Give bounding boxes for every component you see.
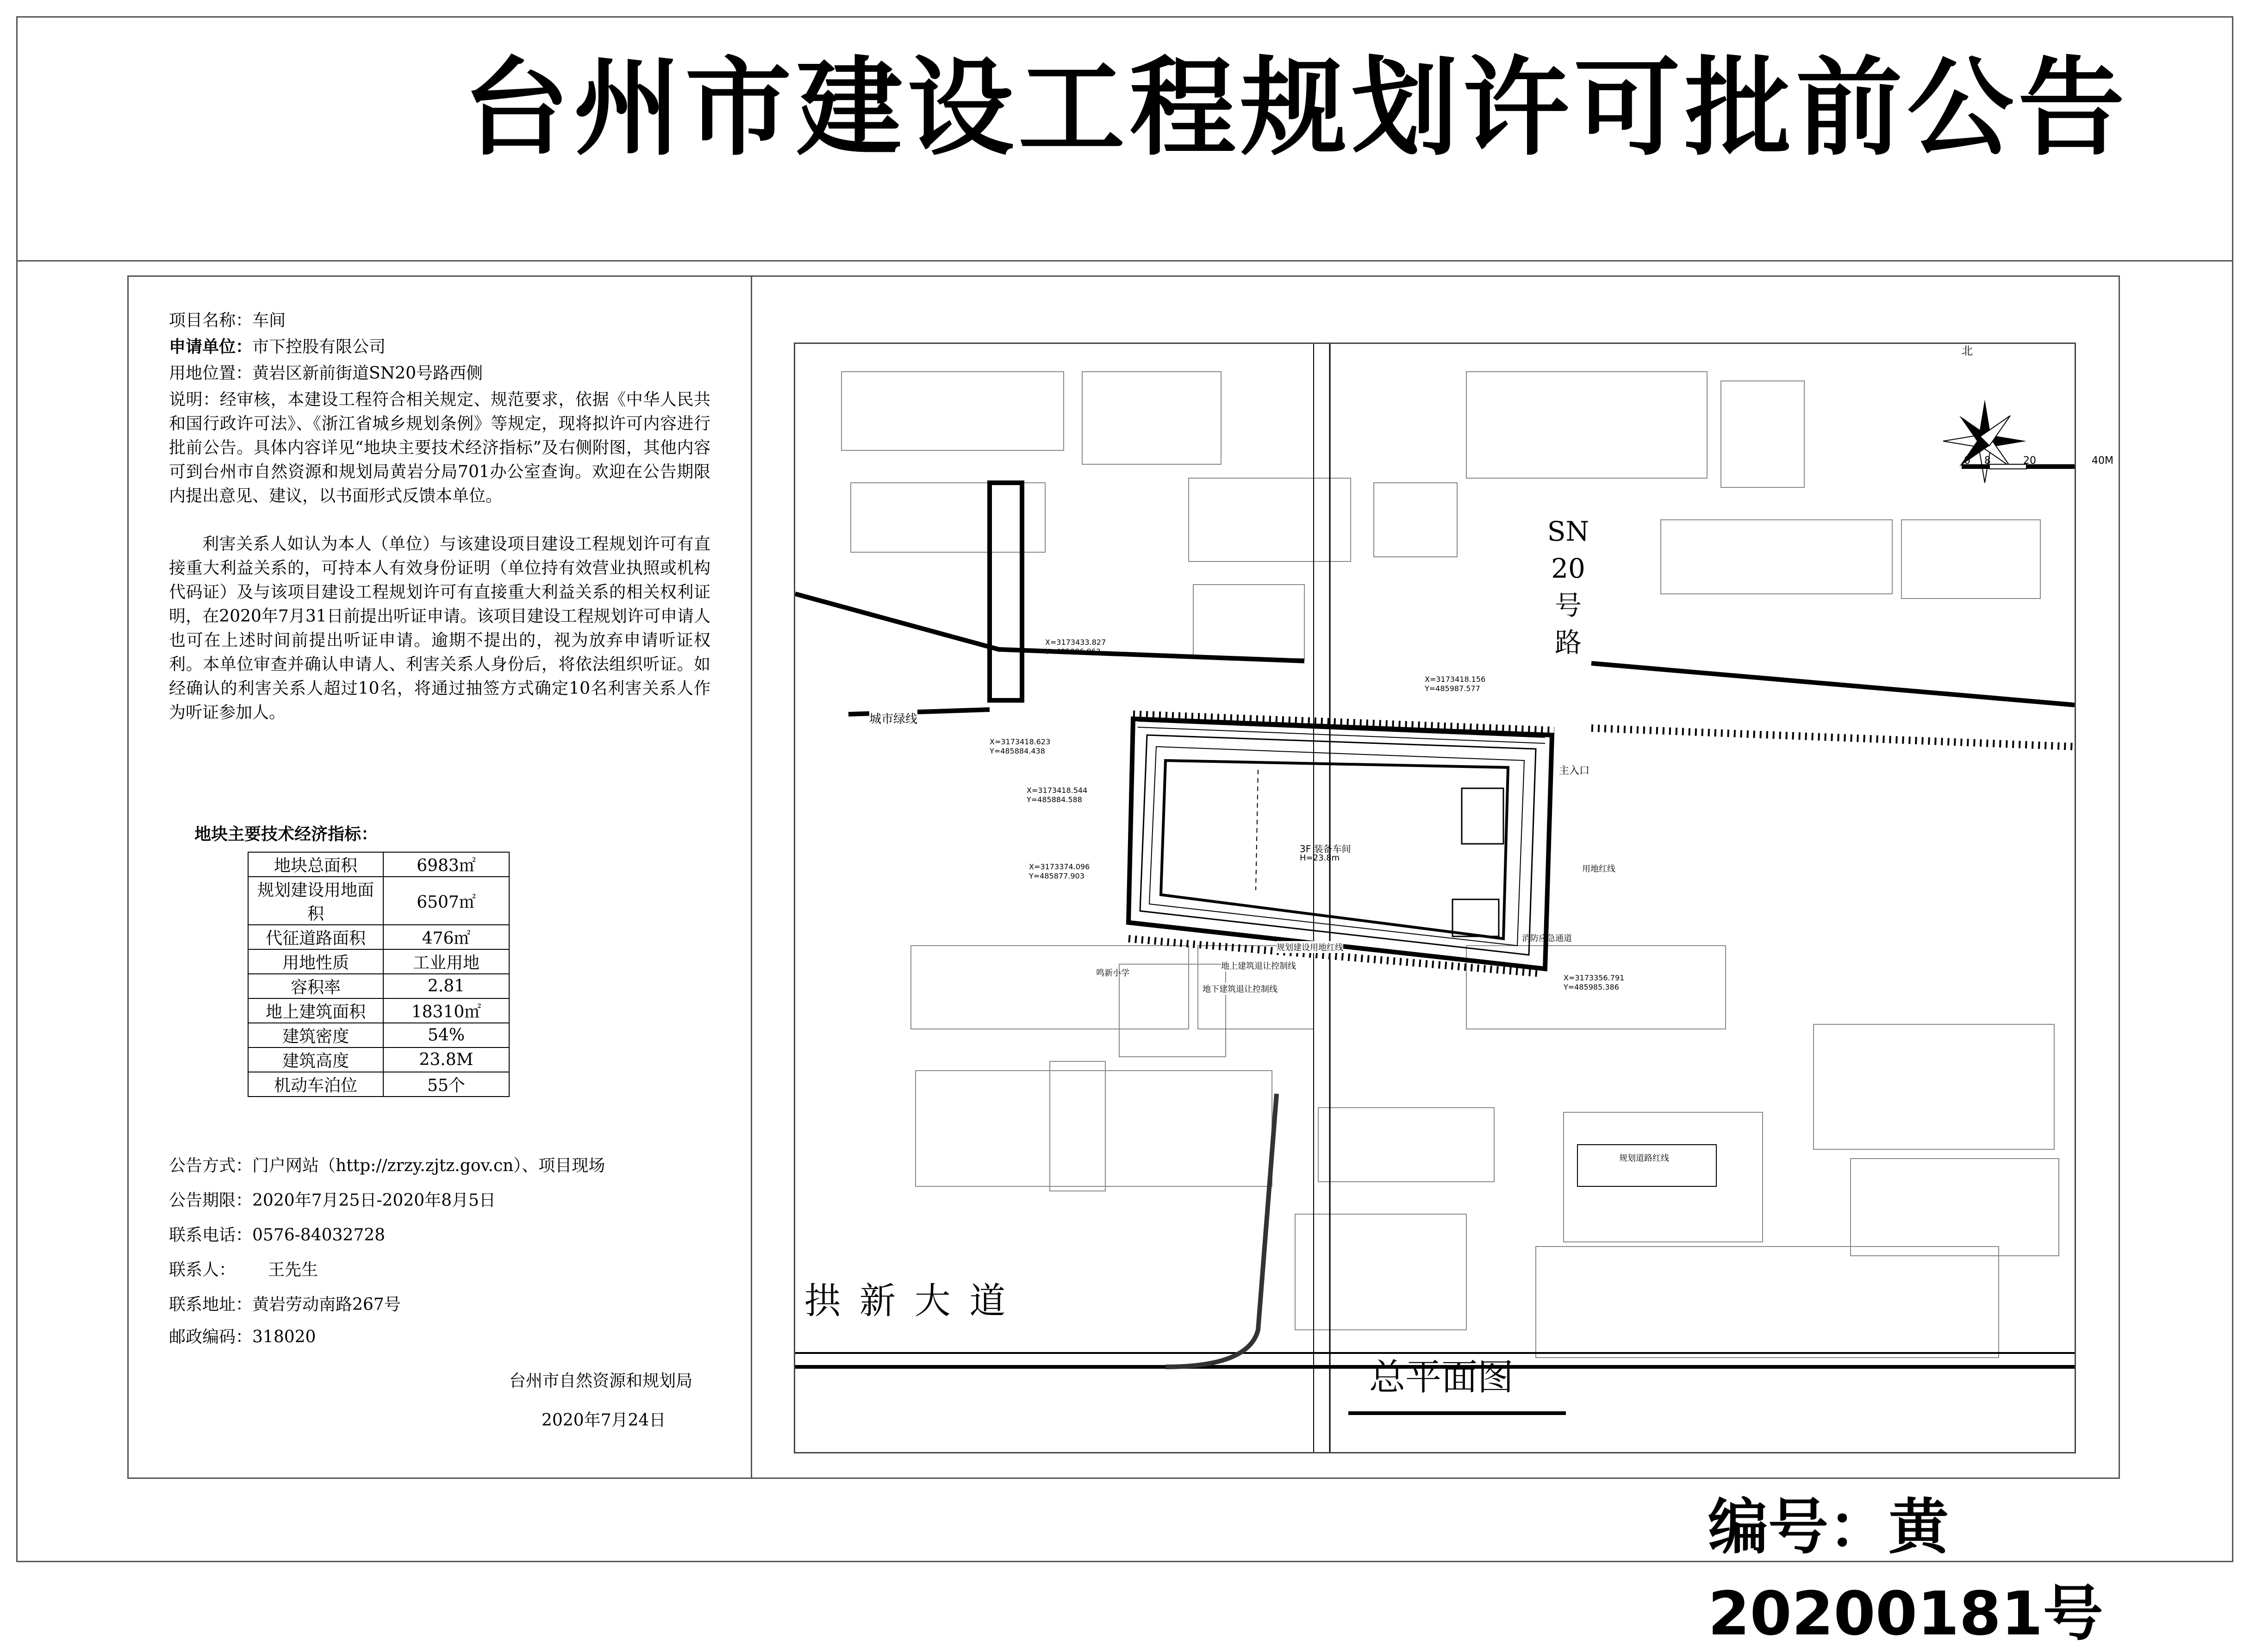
road-gongxin-label: 拱 新 大 道 bbox=[804, 1280, 1010, 1322]
location-label: 用地位置： bbox=[169, 364, 253, 383]
issue-date: 2020年7月24日 bbox=[542, 1411, 666, 1430]
pub-address-label: 联系地址： bbox=[169, 1295, 253, 1314]
coord-4 bbox=[1027, 786, 1087, 804]
road-sn20-label bbox=[1545, 513, 1591, 661]
building-name: 3F 装备车间 bbox=[1300, 843, 1351, 854]
pub-phone: 0576-84032728 bbox=[252, 1226, 386, 1245]
indicator-value: 工业用地 bbox=[383, 949, 509, 974]
coord-x: X=3173418.156 bbox=[1425, 675, 1486, 684]
coord-x: X=3173356.791 bbox=[1564, 973, 1625, 982]
coord-1 bbox=[1045, 638, 1106, 656]
indicator-key: 用地性质 bbox=[248, 949, 383, 974]
coord-x: X=3173418.623 bbox=[990, 737, 1051, 746]
applicant-row bbox=[169, 334, 386, 360]
location-row bbox=[169, 361, 483, 387]
document-number: 编号：黄20200181号 bbox=[1708, 1492, 2103, 1649]
indicator-row bbox=[248, 974, 509, 998]
indicator-value: 6983㎡ bbox=[383, 852, 509, 877]
neighbor-label: 鸣新小学 bbox=[1096, 968, 1129, 978]
building-height: H=23.8m bbox=[1300, 853, 1340, 863]
pub-period-row bbox=[169, 1187, 496, 1211]
indicator-row bbox=[248, 998, 509, 1023]
green-line-label: 城市绿线 bbox=[869, 710, 917, 727]
project-name: 车间 bbox=[252, 311, 286, 330]
indicator-row bbox=[248, 1047, 509, 1072]
scale-ticks bbox=[1964, 455, 2113, 467]
road-sn20-part: 号 bbox=[1554, 590, 1582, 621]
fire-lane-label: 消防应急通道 bbox=[1522, 934, 1572, 943]
road-sn20-part: 20 bbox=[1551, 553, 1585, 584]
line-label-4: 用地红线 bbox=[1582, 864, 1615, 874]
pub-address: 黄岩劳动南路267号 bbox=[252, 1295, 401, 1314]
indicator-row bbox=[248, 852, 509, 877]
coord-y: Y=485877.903 bbox=[1029, 872, 1084, 880]
coord-y: Y=485985.386 bbox=[1564, 983, 1619, 991]
coord-x: X=3173418.544 bbox=[1027, 786, 1088, 795]
pub-postcode-row bbox=[169, 1324, 316, 1347]
pub-contact-label: 联系人： bbox=[169, 1260, 236, 1279]
pub-contact: 王先生 bbox=[268, 1260, 318, 1279]
scale-tick: 20 bbox=[2023, 455, 2036, 467]
line-label-2: 地上建筑退让控制线 bbox=[1221, 960, 1296, 972]
scale-tick: 0 bbox=[1964, 455, 1970, 467]
indicator-value: 2.81 bbox=[383, 974, 509, 998]
indicator-row bbox=[248, 1023, 509, 1047]
pub-postcode-label: 邮政编码： bbox=[169, 1328, 253, 1347]
north-arrow-icon bbox=[1943, 399, 2026, 483]
road-sn20-part: SN bbox=[1547, 516, 1589, 547]
indicator-row bbox=[248, 877, 509, 925]
indicator-value: 55个 bbox=[383, 1072, 509, 1097]
road-sn20-part: 路 bbox=[1554, 627, 1582, 658]
indicator-key: 地上建筑面积 bbox=[248, 998, 383, 1023]
indicator-key: 规划建设用地面积 bbox=[248, 877, 383, 925]
indicators-table bbox=[248, 852, 510, 1097]
issuer: 台州市自然资源和规划局 bbox=[509, 1371, 693, 1390]
plan-caption: 总平面图 bbox=[1369, 1357, 1514, 1398]
pub-phone-label: 联系电话： bbox=[169, 1226, 253, 1245]
coord-2 bbox=[1425, 675, 1485, 693]
coord-x: X=3173374.096 bbox=[1029, 862, 1090, 871]
indicator-key: 机动车泊位 bbox=[248, 1072, 383, 1097]
pub-method: 门户网站（http://zrzy.zjtz.gov.cn）、项目现场 bbox=[252, 1156, 605, 1175]
applicant: 市下控股有限公司 bbox=[252, 337, 386, 356]
indicator-row bbox=[248, 949, 509, 974]
indicator-value: 23.8M bbox=[383, 1047, 509, 1072]
site-plan bbox=[794, 343, 2113, 1453]
indicator-row bbox=[248, 1072, 509, 1097]
applicant-label: 申请单位： bbox=[169, 337, 253, 356]
north-label: 北 bbox=[1962, 344, 1973, 357]
road-red-line-label: 规划道路红线 bbox=[1619, 1153, 1669, 1163]
pub-period-label: 公告期限： bbox=[169, 1191, 253, 1210]
description: 说明：经审核，本建设工程符合相关规定、规范要求，依据《中华人民共和国行政许可法》、《浙江省城乡规划条例》等规定，现将拟许可内容进行批前公告。具体内容详见“地块主要技术经济指标”及右侧附图，其他内容可到台州市自然资源和规划局黄岩分局701办公室查询。欢迎在公告期限内提出意见、建议，以书面形式反馈本单位。 bbox=[169, 390, 711, 505]
indicator-key: 建筑高度 bbox=[248, 1047, 383, 1072]
indicator-value: 6507㎡ bbox=[383, 877, 509, 925]
indicators-heading: 地块主要技术经济指标： bbox=[194, 825, 378, 844]
scale-tick: 40M bbox=[2092, 455, 2113, 467]
coord-5 bbox=[1029, 862, 1090, 881]
indicator-value: 54% bbox=[383, 1023, 509, 1047]
page-title: 台州市建设工程规划许可批前公告 bbox=[463, 47, 2130, 170]
scale-tick: 8 bbox=[1984, 455, 1991, 467]
location: 黄岩区新前街道SN20号路西侧 bbox=[252, 364, 483, 383]
pub-address-row bbox=[169, 1291, 401, 1315]
line-label-3: 地下建筑退让控制线 bbox=[1203, 983, 1278, 995]
coord-3 bbox=[990, 737, 1050, 756]
hearing-notice: 利害关系人如认为本人（单位）与该建设项目建设工程规划许可有直接重大利益关系的，可持本人有效身份证明（单位持有效营业执照或机构代码证）及与该项目建设工程规划许可有直接重大利益关系的相关权利证明，在2020年7月31日前提出听证申请。该项目建设工程规划许可申请人也可在上述时间前提出听证申请。逾期不提出的，视为放弃申请听证权利。本单位审查并确认申请人、利害关系人身份后，将依法组织听证。如经确认的利害关系人超过10名，将通过抽签方式确定10名利害关系人作为听证参加人。 bbox=[169, 535, 711, 722]
line-label-1: 规划建设用地红线 bbox=[1277, 941, 1343, 953]
main-entrance-label: 主入口 bbox=[1559, 765, 1590, 777]
coord-y: Y=485884.438 bbox=[990, 747, 1045, 755]
pub-phone-row bbox=[169, 1222, 385, 1246]
pub-method-row bbox=[169, 1153, 605, 1176]
pub-period: 2020年7月25日-2020年8月5日 bbox=[252, 1191, 496, 1210]
project-name-label: 项目名称： bbox=[169, 311, 253, 330]
pub-postcode: 318020 bbox=[252, 1328, 316, 1347]
indicator-key: 建筑密度 bbox=[248, 1023, 383, 1047]
coord-y: Y=485886.863 bbox=[1045, 647, 1101, 656]
indicator-row bbox=[248, 925, 509, 949]
indicator-value: 476㎡ bbox=[383, 925, 509, 949]
pub-method-label: 公告方式： bbox=[169, 1156, 253, 1175]
indicator-key: 代征道路面积 bbox=[248, 925, 383, 949]
coord-6 bbox=[1564, 973, 1624, 992]
indicator-key: 容积率 bbox=[248, 974, 383, 998]
coord-y: Y=485987.577 bbox=[1425, 684, 1480, 693]
pub-contact-row bbox=[169, 1257, 318, 1280]
project-name-row bbox=[169, 308, 286, 334]
coord-y: Y=485884.588 bbox=[1027, 795, 1082, 804]
indicator-key: 地块总面积 bbox=[248, 852, 383, 877]
indicator-value: 18310㎡ bbox=[383, 998, 509, 1023]
coord-x: X=3173433.827 bbox=[1045, 638, 1106, 647]
